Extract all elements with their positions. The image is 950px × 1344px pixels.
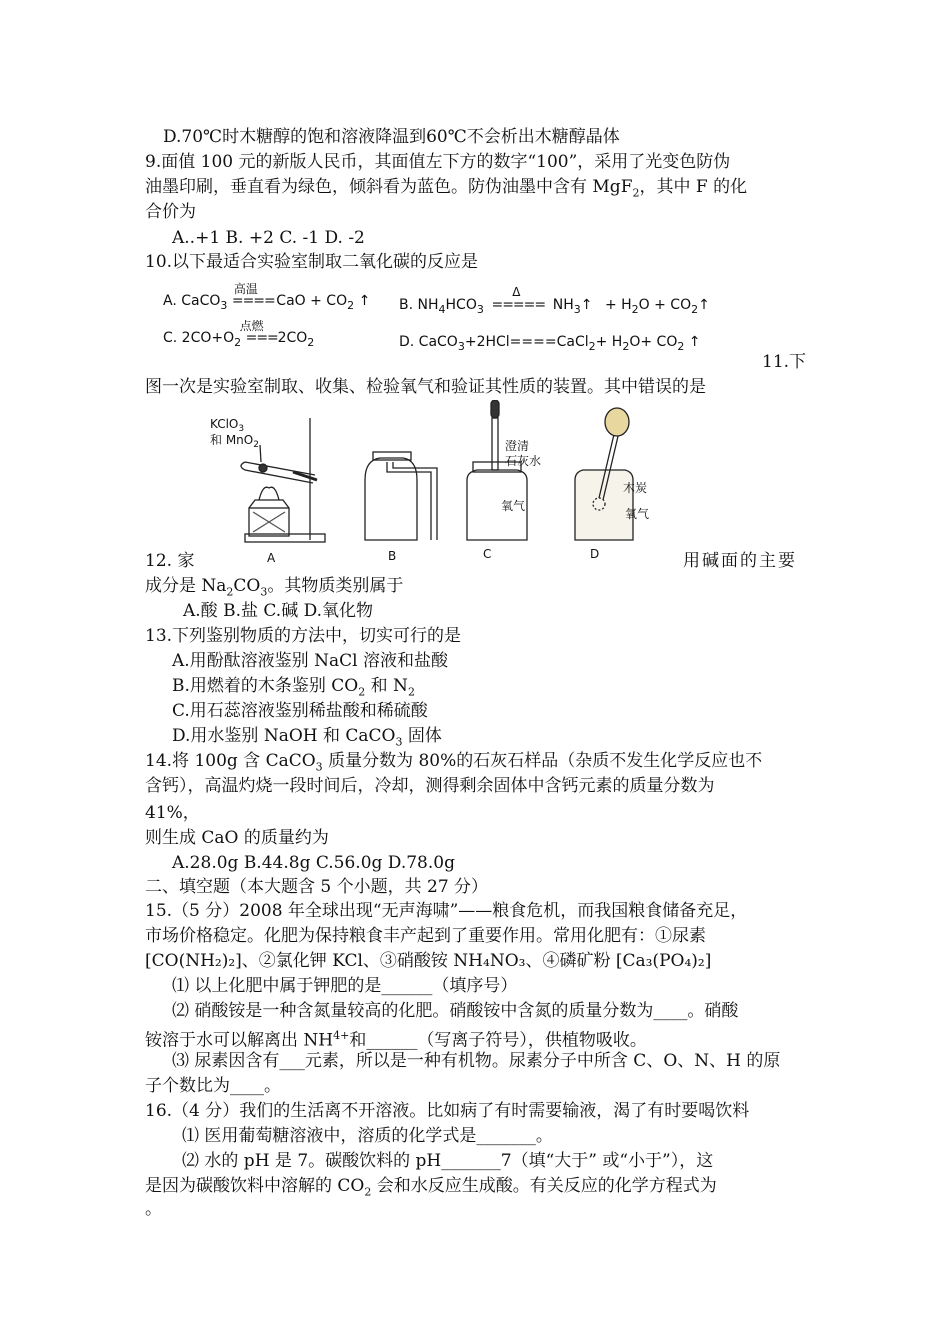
reaction-b: B. $NH_4HCO_3$ Δ ===== $NH_3↑ + H_2O$ + $CO_2↑$ bbox=[399, 285, 710, 316]
q14-line-1: 14.将 100g 含 CaCO$_3$ 质量分数为 80%的石灰石样品（杂质不发生化学反应也不 bbox=[145, 751, 763, 774]
reaction-a: A. CaCO$_3$ 高温 ==== CaO + $CO_2$ ↑ bbox=[163, 282, 371, 312]
caption-c: C bbox=[483, 547, 492, 561]
q16-sub-2: ⑵ 水的 pH 是 7。碳酸饮料的 pH_______7（填“大于” 或“小于”），这 bbox=[182, 1151, 714, 1171]
q14-line-2: 含钙），高温灼烧一段时间后，冷却，测得剩余固体中含钙元素的质量分数为 bbox=[145, 776, 715, 796]
q11-stem: 图一次是实验室制取、收集、检验氧气和验证其性质的装置。其中错误的是 bbox=[145, 377, 706, 397]
q13-stem: 13.下列鉴别物质的方法中，切实可行的是 bbox=[145, 626, 462, 646]
q16-end-mark: 。 bbox=[145, 1199, 162, 1219]
q16-sub-1: ⑴ 医用葡萄糖溶液中，溶质的化学式是_______。 bbox=[182, 1126, 553, 1146]
q15-sub-1: ⑴ 以上化肥中属于钾肥的是______（填序号） bbox=[172, 976, 518, 996]
q13-option-c: C.用石蕊溶液鉴别稀盐酸和稀硫酸 bbox=[172, 701, 428, 721]
reaction-a-condition: 高温 bbox=[233, 282, 258, 296]
q14-line-3: 41%， bbox=[145, 803, 200, 823]
q12-options: A.酸 B.盐 C.碱 D.氧化物 bbox=[183, 601, 374, 621]
q11-number: 11.下 bbox=[762, 352, 807, 372]
q13-option-a: A.用酚酞溶液鉴别 NaCl 溶液和盐酸 bbox=[172, 651, 448, 671]
reaction-c: C. $2CO+O_2$ 点燃 $===2CO_2$ bbox=[163, 319, 315, 349]
label-oxygen-c: 氧气 bbox=[501, 499, 526, 513]
q12-end: 用碱面的主要 bbox=[683, 551, 797, 571]
caption-b: B bbox=[388, 549, 397, 563]
dropper-bulb bbox=[491, 400, 499, 418]
q9-line-2: 油墨印刷，垂直看为绿色，倾斜看为蓝色。防伪油墨中含有 MgF$_2$，其中 F 的化 bbox=[145, 177, 748, 200]
label-limewater-1: 澄清 bbox=[505, 439, 530, 453]
label-leader bbox=[260, 445, 261, 462]
hand bbox=[605, 408, 629, 436]
lamp-body bbox=[249, 500, 289, 508]
q15-line-1: 15.（5 分）2008 年全球出现“无声海啸”——粮食危机，而我国粮食储备充足， bbox=[145, 901, 748, 921]
label-mno2: 和 MnO$_2$ bbox=[210, 433, 259, 450]
test-tube-top bbox=[245, 462, 315, 475]
caption-a: A bbox=[267, 551, 276, 565]
q13-option-d: D.用水鉴别 NaOH 和 CaCO$_3$ 固体 bbox=[172, 726, 442, 749]
q14-line-4: 则生成 CaO 的质量约为 bbox=[145, 828, 329, 848]
delivery-tube-b bbox=[387, 462, 431, 540]
q14-options: A.28.0g B.44.8g C.56.0g D.78.0g bbox=[172, 853, 455, 873]
label-oxygen-d: 氧气 bbox=[625, 507, 650, 521]
q9-options: A..+1 B. +2 C. -1 D. -2 bbox=[172, 228, 365, 248]
q9-line-1: 9.面值 100 元的新版人民币，其面值左下方的数字“100”，采用了光变色防伪 bbox=[145, 152, 731, 172]
reaction-d: D. CaCO$_3$+2HCl====CaCl$_2$+ $H_2O+ CO_2$ ↑ bbox=[399, 334, 701, 353]
q8-option-d: D.70℃时木糖醇的饱和溶液降温到60℃不会析出木糖醇晶体 bbox=[163, 127, 620, 147]
q15-line-3: [CO(NH₂)₂]、②氯化钾 KCl、③硝酸铵 NH₄NO₃、④磷矿粉 [Ca₃(PO₄)₂] bbox=[145, 951, 712, 971]
reagent bbox=[259, 464, 267, 472]
q15-line-2: 市场价格稳定。化肥为保持粮食丰产起到了重要作用。常用化肥有：①尿素 bbox=[145, 926, 706, 946]
q13-option-b: B.用燃着的木条鉴别 $CO_2$ 和 $N_2$ bbox=[172, 676, 415, 699]
lamp-flame bbox=[259, 487, 279, 500]
gas-jar-b bbox=[365, 458, 417, 540]
stand-base bbox=[245, 534, 325, 542]
apparatus-figure bbox=[205, 400, 675, 565]
q12-start: 12. 家 bbox=[145, 551, 195, 571]
section-2-heading: 二、填空题（本大题含 5 个小题，共 27 分） bbox=[145, 877, 489, 897]
q12-line-2: 成分是 $Na_2CO_3$。其物质类别属于 bbox=[145, 576, 404, 599]
label-kclo3: KClO$_3$ bbox=[210, 417, 245, 434]
q15-sub-3: ⑶ 尿素因含有___元素，所以是一种有机物。尿素分子中所含 C、O、N、H 的原 bbox=[172, 1051, 781, 1071]
caption-d: D bbox=[590, 547, 600, 561]
reaction-b-condition: Δ bbox=[512, 285, 521, 299]
q10-stem: 10.以下最适合实验室制取二氧化碳的反应是 bbox=[145, 252, 479, 272]
q16-line-1: 16.（4 分）我们的生活离不开溶液。比如病了有时需要输液，渴了有时要喝饮料 bbox=[145, 1101, 750, 1121]
label-limewater-2: 石灰水 bbox=[505, 454, 542, 468]
reaction-c-condition: 点燃 bbox=[239, 319, 264, 333]
q9-line-3: 合价为 bbox=[145, 202, 196, 222]
label-charcoal: 木炭 bbox=[623, 481, 648, 495]
q15-sub-3-cont: 子个数比为____。 bbox=[145, 1076, 281, 1096]
test-tube-end bbox=[241, 462, 245, 470]
q16-sub-2-cont: 是因为碳酸饮料中溶解的 $CO_2$ 会和水反应生成酸。有关反应的化学方程式为 bbox=[145, 1176, 717, 1199]
q15-sub-2: ⑵ 硝酸铵是一种含氮量较高的化肥。硝酸铵中含氮的质量分数为____。硝酸 bbox=[172, 1001, 739, 1021]
q15-sub-2-cont: 铵溶于水可以解离出 $NH^{4+}$和______（写离子符号），供植物吸收。 bbox=[145, 1029, 647, 1051]
